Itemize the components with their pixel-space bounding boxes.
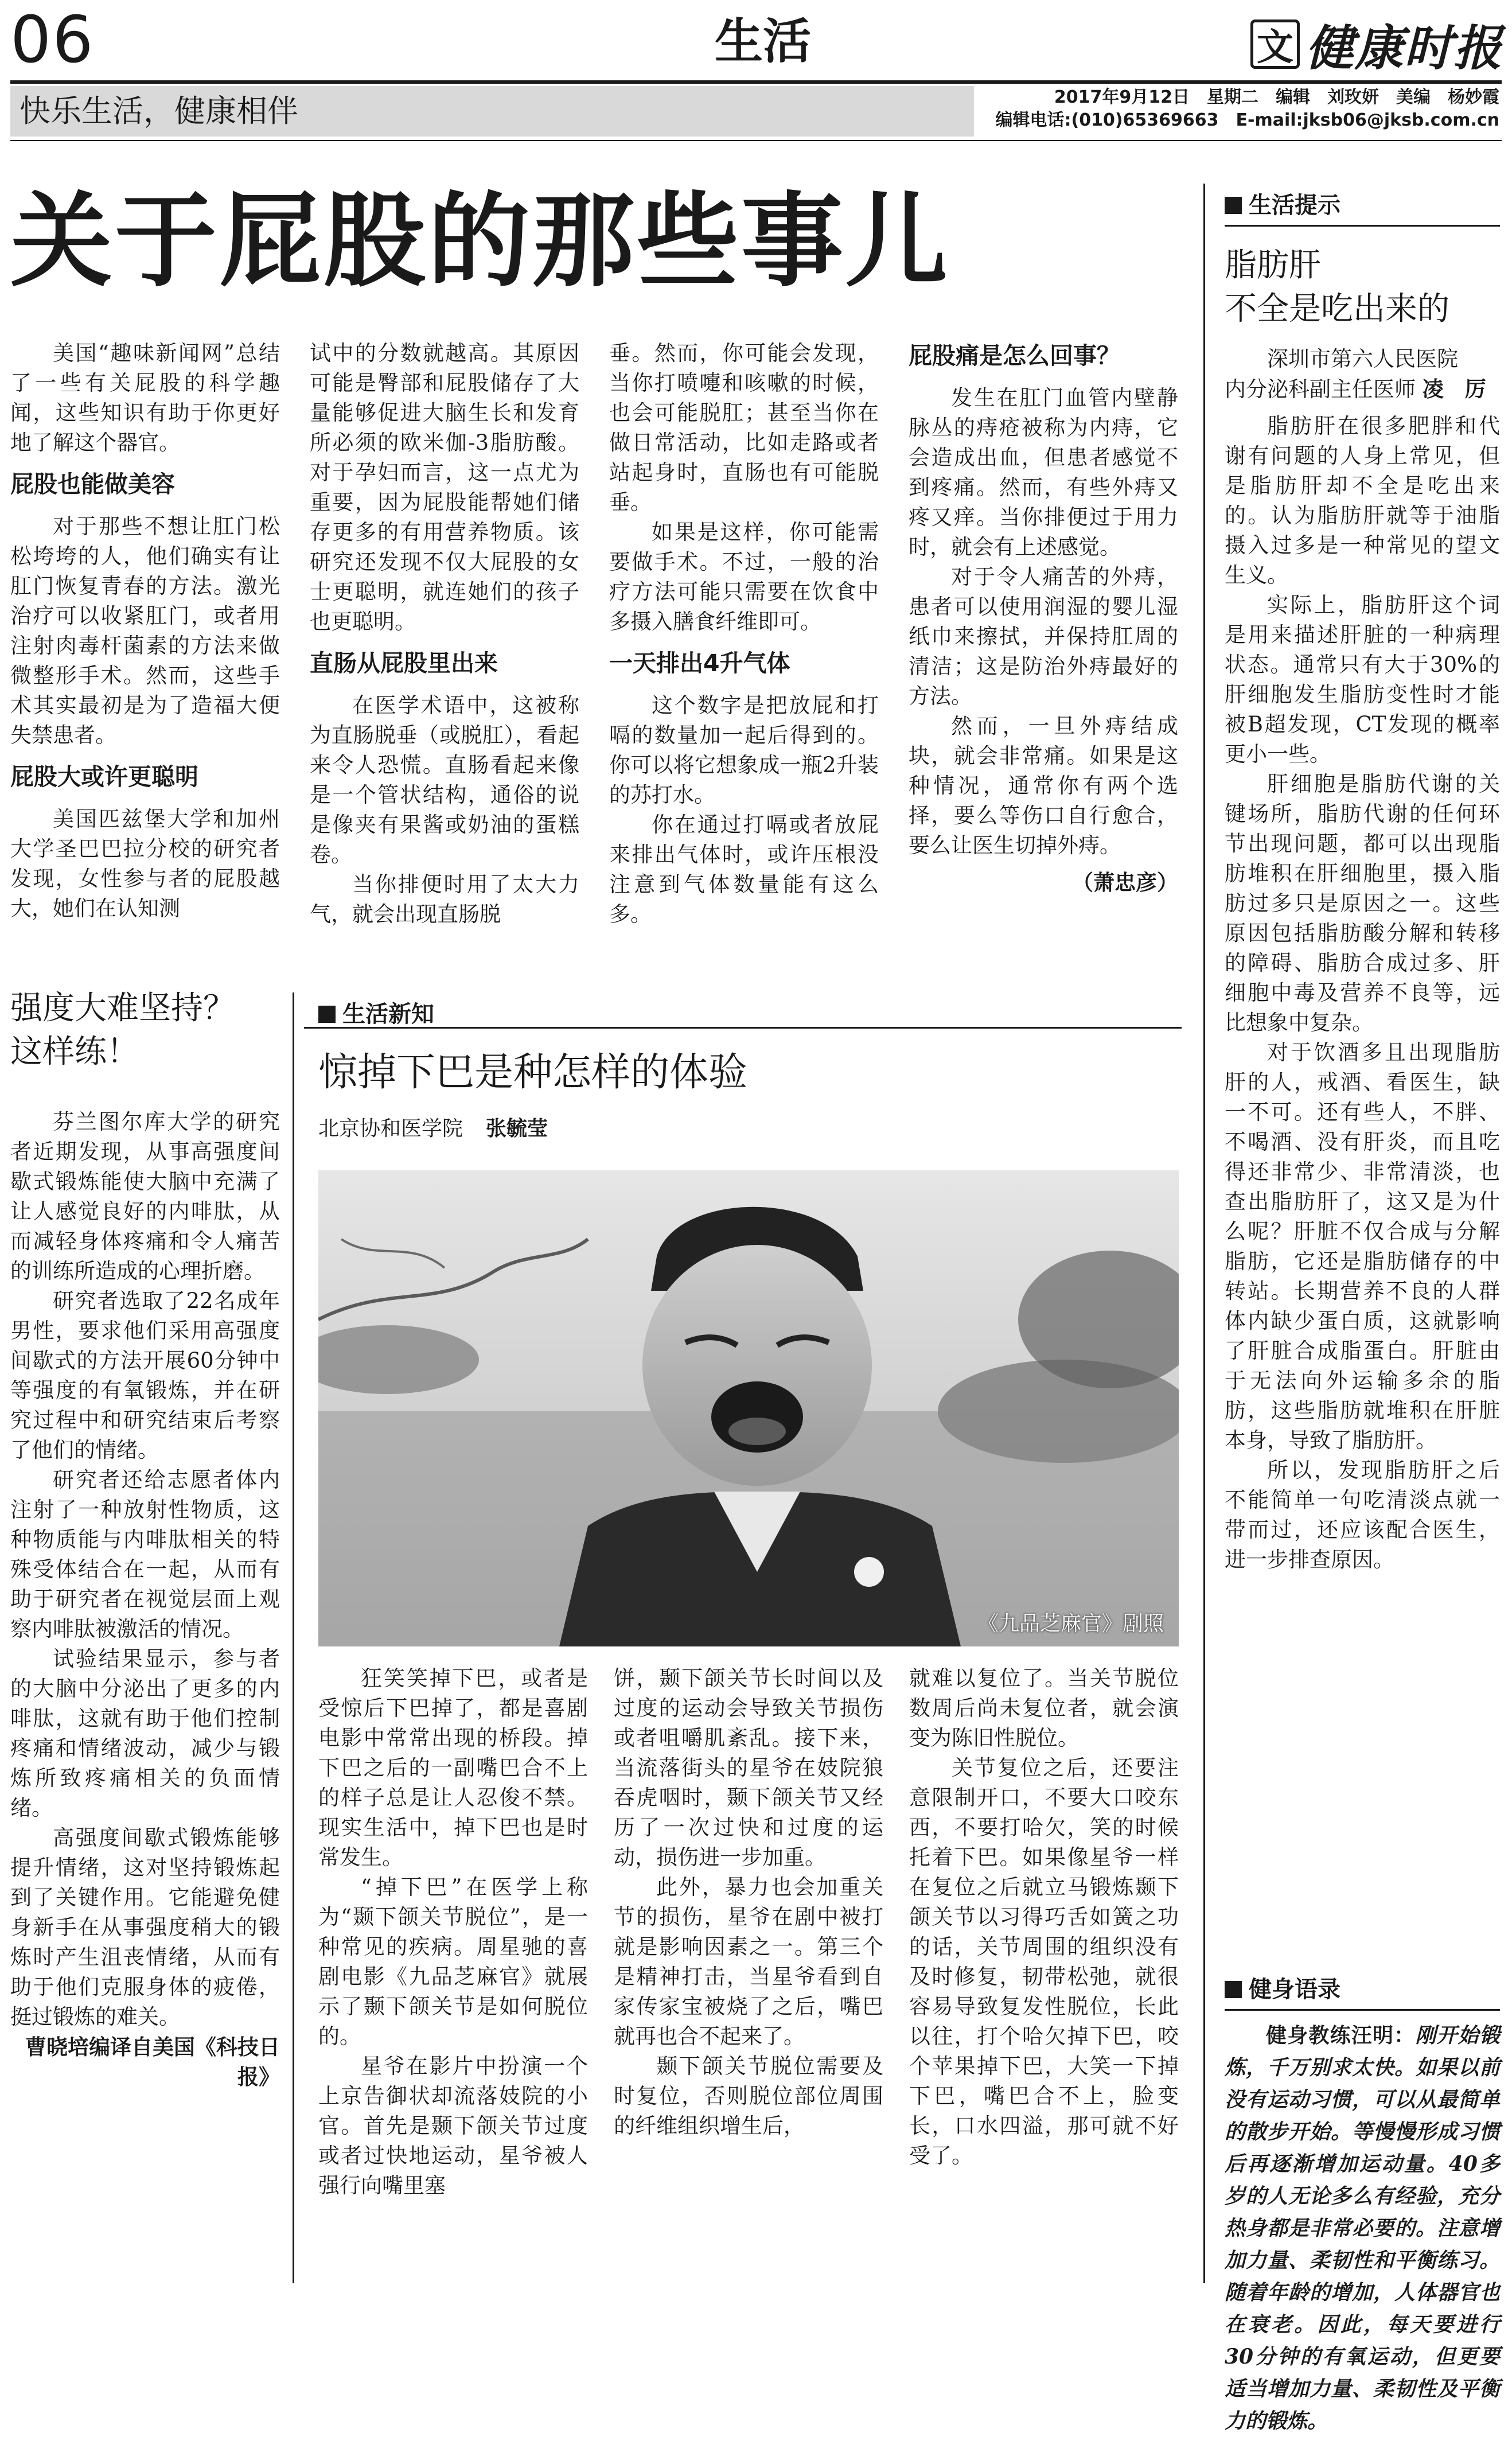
main-article-col1 — [10, 338, 280, 924]
paragraph: 关节复位之后，还要注意限制开口，不要大口咬东西，不要打哈欠，笑的时候托着下巴。如果像星爷一样在复位之后就立马锻炼颞下颌关节以习得巧舌如簧之功的话，关节周围的组织没有及时修复，韧带松弛，就很容易导致复发性脱位，长此以往，打个哈欠掉下巴，咬个苹果掉下巴，大笑一下掉下巴，嘴巴合不上，脸变长，口水四溢，那可就不好受了。 — [909, 1755, 1179, 2168]
main-article-title: 关于屁股的那些事儿 — [10, 181, 950, 301]
subheading: 屁股痛是怎么回事？ — [909, 342, 1120, 369]
newspaper-logo — [1250, 13, 1503, 76]
jaw-article-col1 — [318, 1664, 588, 2201]
subheading: 直肠从屁股里出来 — [310, 649, 498, 677]
paragraph: 饼，颞下颌关节长时间以及过度的运动会导致关节损伤或者咀嚼肌紊乱。接下来，当流落街头的星爷在妓院狼吞虎咽时，颞下颌关节又经历了一次过快和过度的运动，损伤进一步加重。 — [614, 1666, 883, 1870]
left-article-title-line1: 强度大难坚持？ — [10, 990, 235, 1027]
movie-still-photo — [318, 1170, 1179, 1646]
subheading: 屁股大或许更聪明 — [10, 763, 198, 791]
logo-mark-icon: 文 — [1250, 20, 1300, 69]
logo-text: 健康时报 — [1306, 19, 1503, 76]
paragraph: 在医学术语中，这被称为直肠脱垂（或脱肛），看起来令人恐慌。直肠看起来像是一个管状结构，通俗的说是像夹有果酱或奶油的蛋糕卷。 — [310, 693, 579, 867]
movie-still-illustration — [318, 1170, 1179, 1646]
photo-caption: 《九品芝麻官》剧照 — [977, 1612, 1164, 1636]
tip-label-text: 生活提示 — [1249, 192, 1340, 219]
paragraph: 当你排便时用了太大力气，就会出现直肠脱 — [310, 872, 579, 926]
main-article-col3 — [609, 338, 879, 929]
jaw-article-col3 — [909, 1664, 1179, 2171]
sidebar-title-line2: 不全是吃出来的 — [1225, 290, 1449, 328]
paragraph: 这个数字是把放屁和打嗝的数量加一起后得到的。你可以将它想象成一瓶2升装的苏打水。 — [609, 693, 879, 807]
paragraph: 对于那些不想让肛门松松垮垮的人，他们确实有让肛门恢复青春的方法。激光治疗可以收紧肛门，或者用注射肉毒杆菌素的方法来做微整形手术。然而，这些手术其实最初是为了造福大便失禁患者。 — [10, 514, 280, 748]
sidebar-author-title: 内分泌科副主任医师 — [1225, 377, 1416, 402]
paragraph: 美国匹兹堡大学和加州大学圣巴巴拉分校的研究者发现，女性参与者的屁股越大，她们在认知测 — [10, 807, 280, 921]
paragraph: 美国“趣味新闻网”总结了一些有关屁股的科学趣闻，这些知识有助于你更好地了解这个器官。 — [10, 341, 280, 455]
jaw-section-label-text: 生活新知 — [342, 1001, 434, 1027]
sidebar-body — [1225, 344, 1500, 1575]
paragraph: 实际上，脂肪肝这个词是用来描述肝脏的一种病理状态。通常只有大于30%的肝细胞发生脂肪变性时才能被B超发现，CT发现的概率更小一些。 — [1225, 593, 1500, 766]
paragraph: 所以，发现脂肪肝之后不能简单一句吃清淡点就一带而过，还应该配合医生，进一步排查原因。 — [1225, 1458, 1500, 1572]
sidebar-divider — [1203, 184, 1205, 2283]
header-rule — [10, 80, 1502, 84]
sidebar-author-line2 — [1225, 374, 1500, 404]
fitness-quote-lead: 健身教练汪明： — [1266, 2023, 1416, 2047]
fitness-label — [1225, 1973, 1500, 2006]
tip-label — [1225, 189, 1500, 221]
left-article-title-line2: 这样练！ — [10, 1033, 139, 1070]
paragraph: 研究者还给志愿者体内注射了一种放射性物质，这种物质能与内啡肽相关的特殊受体结合在一起，从而有助于研究者在视觉层面上观察内啡肽被激活的情况。 — [10, 1467, 280, 1641]
left-article-signature: 曹晓培编译自美国《科技日报》 — [25, 2034, 280, 2089]
paragraph: 试中的分数就越高。其原因可能是臀部和屁股储存了大量能够促进大脑生长和发育所必须的欧米伽-3脂肪酸。对于孕妇而言，这一点尤为重要，因为屁股能帮她们储存更多的有用营养物质。该研究还发现不仅大屁股的女士更聪明，就连她们的孩子也更聪明。 — [310, 341, 579, 634]
jaw-article-col2 — [614, 1664, 883, 2141]
main-article-col2 — [310, 338, 579, 929]
fitness-label-rule — [1225, 2009, 1500, 2011]
header-rule-thin — [10, 140, 1502, 141]
byline-org: 北京协和医学院 — [318, 1117, 463, 1140]
left-column-divider — [293, 992, 294, 2283]
paragraph: “掉下巴”在医学上称为“颞下颌关节脱位”，是一种常见的疾病。周星驰的喜剧电影《九品芝麻官》就展示了颞下颌关节是如何脱位的。 — [318, 1875, 588, 2049]
fitness-label-text: 健身语录 — [1249, 1976, 1340, 2003]
paragraph: 星爷在影片中扮演一个上京告御状却流落妓院的小官。首先是颞下颌关节过度或者过快地运动，星爷被人强行向嘴里塞 — [318, 2054, 588, 2198]
page-number: 06 — [10, 3, 95, 77]
fitness-quote-text: 刚开始锻炼，千万别求太快。如果以前没有运动习惯，可以从最简单的散步开始。等慢慢形成习惯后再逐渐增加运动量。40多岁的人无论多么有经验，充分热身都是非常必要的。注意增加力量、柔韧性和平衡练习。随着年龄的增加，人体器官也在衰老。因此，每天要进行30分钟的有氧运动，但更要适当增加力量、柔韧性及平衡力的锻炼。 — [1225, 2023, 1500, 2433]
paragraph: 肝细胞是脂肪代谢的关键场所，脂肪代谢的任何环节出现问题，都可以出现脂肪堆积在肝细胞里，摄入脂肪过多只是原因之一。这些原因包括脂肪酸分解和转移的障碍、脂肪合成过多、肝细胞中毒及营养不良等，远比想象中复杂。 — [1225, 772, 1500, 1035]
subheading: 屁股也能做美容 — [10, 470, 175, 498]
paragraph: 脂肪肝在很多肥胖和代谢有问题的人身上常见，但是脂肪肝却不全是吃出来的。认为脂肪肝就等于油脂摄入过多是一种常见的望文生义。 — [1225, 414, 1500, 587]
left-article-body — [10, 1107, 280, 2092]
paragraph: 就难以复位了。当关节脱位数周后尚未复位者，就会演变为陈旧性脱位。 — [909, 1666, 1179, 1750]
paragraph: 对于饮酒多且出现脂肪肝的人，戒酒、看医生，缺一不可。还有些人，不胖、不喝酒、没有肝炎，而且吃得还非常少、非常清淡，也查出脂肪肝了，这又是为什么呢？肝脏不仅合成与分解脂肪，它还是脂肪储存的中转站。长期营养不良的人群体内缺少蛋白质，这就影响了肝脏合成脂蛋白。肝脏由于无法向外运输多余的脂肪，这些脂肪就堆积在肝脏本身，导致了脂肪肝。 — [1225, 1040, 1500, 1453]
sidebar-author-name: 凌 厉 — [1422, 376, 1486, 402]
edition-meta — [983, 86, 1499, 132]
paragraph: 然而，一旦外痔结成块，就会非常痛。如果是这种情况，通常你有两个选择，要么等伤口自行愈合，要么让医生切掉外痔。 — [909, 714, 1178, 858]
paragraph: 试验结果显示，参与者的大脑中分泌出了更多的内啡肽，这就有助于他们控制疼痛和情绪波动，减少与锻炼所致疼痛相关的负面情绪。 — [10, 1646, 280, 1820]
paragraph: 对于令人痛苦的外痔，患者可以使用润湿的婴儿湿纸巾来擦拭，并保持肛周的清洁；这是防治外痔最好的方法。 — [909, 565, 1178, 708]
paragraph: 此外，暴力也会加重关节的损伤，星爷在剧中被打就是影响因素之一。第三个是精神打击，当星爷看到自家传家宝被烧了之后，嘴巴就再也合不起来了。 — [614, 1875, 883, 2049]
subheading: 一天排出4升气体 — [609, 649, 790, 677]
section-name: 生活 — [714, 13, 811, 69]
edition-meta-line2: 编辑电话:(010)65369663 E-mail:jksb06@jksb.com.cn — [995, 110, 1499, 130]
article-author: （萧忠彦） — [1072, 870, 1178, 895]
sidebar-title-line1: 脂肪肝 — [1225, 247, 1321, 284]
paragraph: 如果是这样，你可能需要做手术。不过，一般的治疗方法可能只需要在饮食中多摄入膳食纤维即可。 — [609, 520, 879, 634]
paragraph: 垂。然而，你可能会发现，当你打喷嚏和咳嗽的时候，也会可能脱肛；甚至当你在做日常活动，比如走路或者站起身时，直肠也有可能脱垂。 — [609, 341, 879, 515]
square-bullet-icon — [1225, 197, 1242, 214]
jaw-article-title: 惊掉下巴是种怎样的体验 — [318, 1050, 748, 1095]
left-article-title — [10, 987, 286, 1074]
paragraph: 高强度间歇式锻炼能够提升情绪，这对坚持锻炼起到了关键作用。它能避免健身新手在从事强度稍大的锻炼时产生沮丧情绪，从而有助于他们克服身体的疲倦，挺过锻炼的难关。 — [10, 1825, 280, 2029]
jaw-article-byline — [318, 1113, 892, 1145]
jaw-section-label — [318, 998, 663, 1030]
square-bullet-icon — [1225, 1981, 1242, 1998]
fitness-quote — [1225, 2019, 1500, 2437]
sidebar-title — [1225, 244, 1500, 331]
paragraph: 芬兰图尔库大学的研究者近期发现，从事高强度间歇式锻炼能使大脑中充满了让人感觉良好的内啡肽，从而减轻身体疼痛和令人痛苦的训练所造成的心理折磨。 — [10, 1110, 280, 1283]
paragraph: 研究者选取了22名成年男性，要求他们采用高强度间歇式的方法开展60分钟中等强度的有氧锻炼，并在研究过程中和研究结束后考察了他们的情绪。 — [10, 1288, 280, 1462]
paragraph: 颞下颌关节脱位需要及时复位，否则脱位部位周围的纤维组织增生后， — [614, 2054, 883, 2138]
square-bullet-icon — [318, 1006, 336, 1023]
main-article-col4 — [909, 338, 1178, 897]
sidebar-author-line1: 深圳市第六人民医院 — [1267, 347, 1458, 371]
edition-meta-line1: 2017年9月12日 星期二 编辑 刘玫妍 美编 杨妙霞 — [1054, 87, 1499, 107]
paragraph: 狂笑笑掉下巴，或者是受惊后下巴掉了，都是喜剧电影中常常出现的桥段。掉下巴之后的一副嘴巴合不上的样子总是让人忍俊不禁。现实生活中，掉下巴也是时常发生。 — [318, 1666, 588, 1870]
byline-name: 张毓莹 — [486, 1117, 548, 1140]
tip-label-rule — [1225, 225, 1500, 227]
slogan: 快乐生活，健康相伴 — [20, 93, 298, 129]
paragraph: 发生在肛门血管内壁静脉丛的痔疮被称为内痔，它会造成出血，但患者感觉不到疼痛。然而，有些外痔又疼又痒。当你排便过于用力时，就会有上述感觉。 — [909, 386, 1178, 559]
paragraph: 你在通过打嗝或者放屁来排出气体时，或许压根没注意到气体数量能有这么多。 — [609, 812, 879, 926]
